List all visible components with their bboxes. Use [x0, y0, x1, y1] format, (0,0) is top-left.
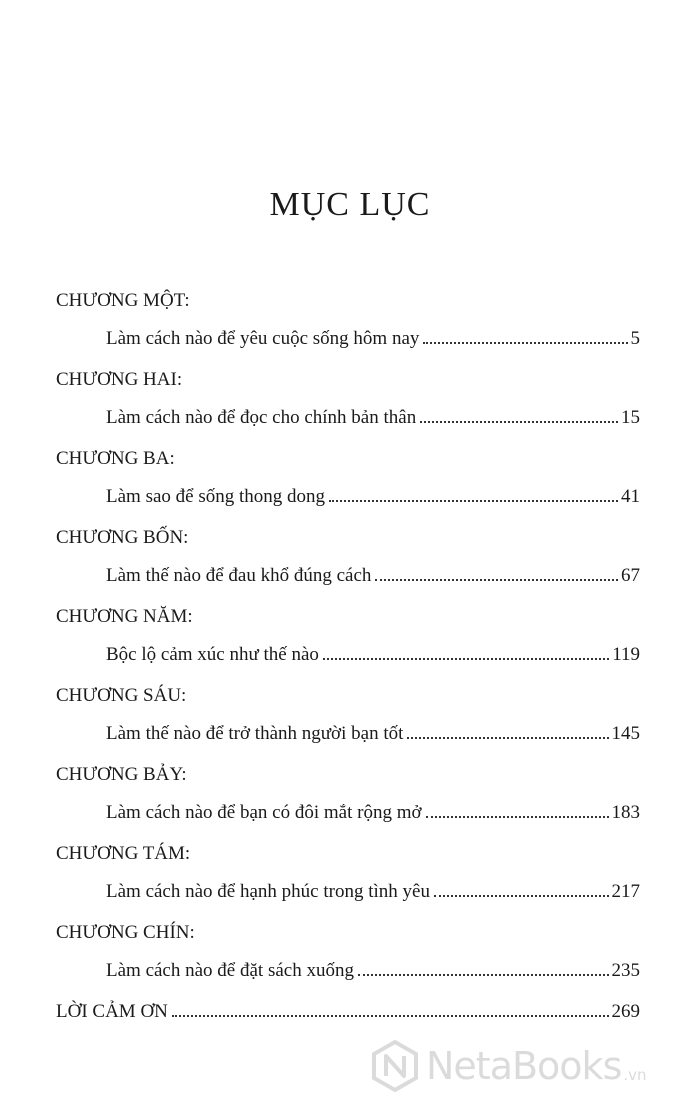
- page-number: 67: [621, 565, 640, 586]
- dot-leader: [172, 1014, 609, 1017]
- entry-title: LỜI CẢM ƠN: [56, 1001, 168, 1022]
- toc-entry[interactable]: [106, 642, 640, 668]
- toc-entry[interactable]: [106, 563, 640, 589]
- dot-leader: [323, 657, 609, 660]
- toc-entry[interactable]: [106, 405, 640, 431]
- entry-title: Làm cách nào để bạn có đôi mắt rộng mở: [106, 802, 422, 823]
- page-number: 5: [630, 328, 640, 349]
- chapter-label: CHƯƠNG MỘT:: [56, 290, 190, 311]
- chapter-label: CHƯƠNG BA:: [56, 448, 175, 469]
- chapter-6: [56, 683, 640, 762]
- chapter-2: [56, 367, 640, 446]
- entry-title: Bộc lộ cảm xúc như thế nào: [106, 644, 319, 665]
- entry-title: Làm cách nào để đặt sách xuống: [106, 960, 354, 981]
- chapter-label: CHƯƠNG CHÍN:: [56, 922, 195, 943]
- chapter-8: [56, 841, 640, 920]
- entry-title: Làm cách nào để đọc cho chính bản thân: [106, 407, 417, 428]
- chapter-label: CHƯƠNG HAI:: [56, 369, 183, 390]
- page-number: 269: [611, 1001, 640, 1022]
- chapter-label: CHƯƠNG BẢY:: [56, 764, 187, 785]
- dot-leader: [420, 420, 618, 423]
- dot-leader: [423, 341, 627, 344]
- page-number: 41: [621, 486, 640, 507]
- toc-entry[interactable]: [56, 999, 640, 1025]
- toc-entry[interactable]: [106, 484, 640, 510]
- page-number: 145: [611, 723, 640, 744]
- table-of-contents: [56, 288, 640, 1078]
- page-number: 235: [611, 960, 640, 981]
- watermark-suffix: .vn: [623, 1066, 647, 1084]
- chapter-label: CHƯƠNG NĂM:: [56, 606, 193, 627]
- chapter-3: [56, 446, 640, 525]
- entry-title: Làm cách nào để yêu cuộc sống hôm nay: [106, 328, 420, 349]
- dot-leader: [375, 578, 618, 581]
- dot-leader: [426, 815, 609, 818]
- page-number: 15: [621, 407, 640, 428]
- dot-leader: [434, 894, 609, 897]
- page-number: 119: [612, 644, 640, 665]
- page-title: MỤC LỤC: [269, 186, 431, 223]
- toc-entry[interactable]: [106, 800, 640, 826]
- page-number: 183: [611, 802, 640, 823]
- entry-title: Làm cách nào để hạnh phúc trong tình yêu: [106, 881, 430, 902]
- dot-leader: [358, 973, 609, 976]
- entry-title: Làm thế nào để đau khổ đúng cách: [106, 565, 372, 586]
- chapter-7: [56, 762, 640, 841]
- page-number: 217: [611, 881, 640, 902]
- chapter-label: CHƯƠNG TÁM:: [56, 843, 191, 864]
- entry-title: Làm sao để sống thong dong: [106, 486, 326, 507]
- chapter-4: [56, 525, 640, 604]
- chapter-5: [56, 604, 640, 683]
- chapter-label: CHƯƠNG SÁU:: [56, 685, 187, 706]
- dot-leader: [329, 499, 618, 502]
- watermark-text: NetaBooks: [426, 1044, 622, 1088]
- netabooks-logo-icon: [372, 1040, 418, 1092]
- toc-entry[interactable]: [106, 326, 640, 352]
- entry-title: Làm thế nào để trở thành người bạn tốt: [106, 723, 404, 744]
- chapter-9: [56, 920, 640, 999]
- toc-entry[interactable]: [106, 721, 640, 747]
- dot-leader: [407, 736, 608, 739]
- chapter-label: CHƯƠNG BỐN:: [56, 527, 189, 548]
- toc-entry[interactable]: [106, 958, 640, 984]
- toc-entry[interactable]: [106, 879, 640, 905]
- watermark: [372, 1040, 647, 1092]
- chapter-1: [56, 288, 640, 367]
